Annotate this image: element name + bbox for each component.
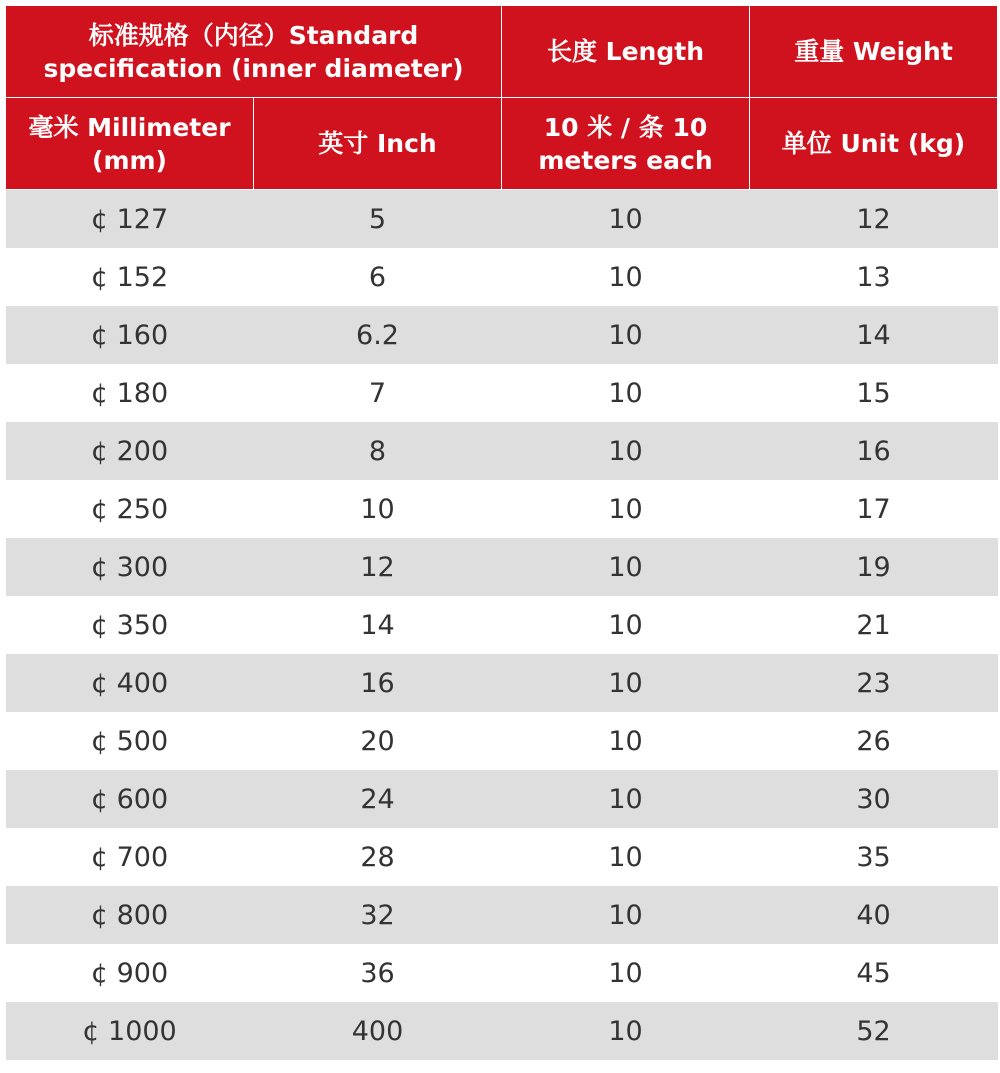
table-row	[6, 306, 998, 364]
cell-mm: ¢ 800	[6, 886, 254, 944]
cell-mm: ¢ 400	[6, 654, 254, 712]
table-row	[6, 596, 998, 654]
cell-inch: 6	[254, 248, 502, 306]
cell-weight: 16	[750, 422, 998, 480]
cell-length: 10	[502, 770, 750, 828]
cell-inch: 6.2	[254, 306, 502, 364]
cell-length: 10	[502, 190, 750, 249]
table-row	[6, 1002, 998, 1060]
length-unit-header: 10 米 / 条 10 meters each	[502, 98, 750, 190]
cell-weight: 13	[750, 248, 998, 306]
cell-inch: 36	[254, 944, 502, 1002]
cell-weight: 35	[750, 828, 998, 886]
cell-inch: 32	[254, 886, 502, 944]
cell-inch: 16	[254, 654, 502, 712]
table-row	[6, 828, 998, 886]
cell-mm: ¢ 900	[6, 944, 254, 1002]
cell-weight: 52	[750, 1002, 998, 1060]
cell-mm: ¢ 200	[6, 422, 254, 480]
table-header	[6, 6, 998, 190]
cell-inch: 28	[254, 828, 502, 886]
cell-length: 10	[502, 480, 750, 538]
cell-inch: 24	[254, 770, 502, 828]
spec-table	[5, 5, 998, 1060]
cell-mm: ¢ 160	[6, 306, 254, 364]
cell-weight: 23	[750, 654, 998, 712]
cell-inch: 20	[254, 712, 502, 770]
cell-length: 10	[502, 654, 750, 712]
cell-length: 10	[502, 1002, 750, 1060]
cell-inch: 8	[254, 422, 502, 480]
cell-mm: ¢ 300	[6, 538, 254, 596]
table-row	[6, 248, 998, 306]
table-row	[6, 886, 998, 944]
table-row	[6, 364, 998, 422]
cell-mm: ¢ 350	[6, 596, 254, 654]
table-row	[6, 190, 998, 249]
table-row	[6, 480, 998, 538]
length-header: 长度 Length	[502, 6, 750, 98]
table-row	[6, 770, 998, 828]
cell-weight: 15	[750, 364, 998, 422]
cell-weight: 19	[750, 538, 998, 596]
cell-weight: 14	[750, 306, 998, 364]
cell-length: 10	[502, 538, 750, 596]
table-row	[6, 712, 998, 770]
cell-mm: ¢ 600	[6, 770, 254, 828]
header-row-2	[6, 98, 998, 190]
cell-length: 10	[502, 944, 750, 1002]
cell-inch: 14	[254, 596, 502, 654]
mm-header: 毫米 Millimeter (mm)	[6, 98, 254, 190]
header-row-1	[6, 6, 998, 98]
cell-mm: ¢ 127	[6, 190, 254, 249]
cell-length: 10	[502, 422, 750, 480]
cell-mm: ¢ 152	[6, 248, 254, 306]
table-row	[6, 654, 998, 712]
cell-inch: 12	[254, 538, 502, 596]
cell-length: 10	[502, 248, 750, 306]
cell-weight: 21	[750, 596, 998, 654]
cell-length: 10	[502, 306, 750, 364]
cell-weight: 40	[750, 886, 998, 944]
spec-header: 标准规格（内径）Standard specification (inner diameter)	[6, 6, 502, 98]
cell-mm: ¢ 250	[6, 480, 254, 538]
table-body	[6, 190, 998, 1061]
table-row	[6, 538, 998, 596]
cell-mm: ¢ 180	[6, 364, 254, 422]
cell-length: 10	[502, 712, 750, 770]
cell-length: 10	[502, 828, 750, 886]
cell-inch: 5	[254, 190, 502, 249]
inch-header: 英寸 Inch	[254, 98, 502, 190]
cell-inch: 10	[254, 480, 502, 538]
table-row	[6, 944, 998, 1002]
cell-inch: 400	[254, 1002, 502, 1060]
cell-weight: 26	[750, 712, 998, 770]
cell-length: 10	[502, 364, 750, 422]
cell-weight: 12	[750, 190, 998, 249]
weight-header: 重量 Weight	[750, 6, 998, 98]
table-row	[6, 422, 998, 480]
cell-mm: ¢ 500	[6, 712, 254, 770]
cell-inch: 7	[254, 364, 502, 422]
cell-mm: ¢ 700	[6, 828, 254, 886]
cell-weight: 45	[750, 944, 998, 1002]
weight-unit-header: 单位 Unit (kg)	[750, 98, 998, 190]
cell-length: 10	[502, 596, 750, 654]
cell-weight: 30	[750, 770, 998, 828]
cell-length: 10	[502, 886, 750, 944]
cell-mm: ¢ 1000	[6, 1002, 254, 1060]
cell-weight: 17	[750, 480, 998, 538]
